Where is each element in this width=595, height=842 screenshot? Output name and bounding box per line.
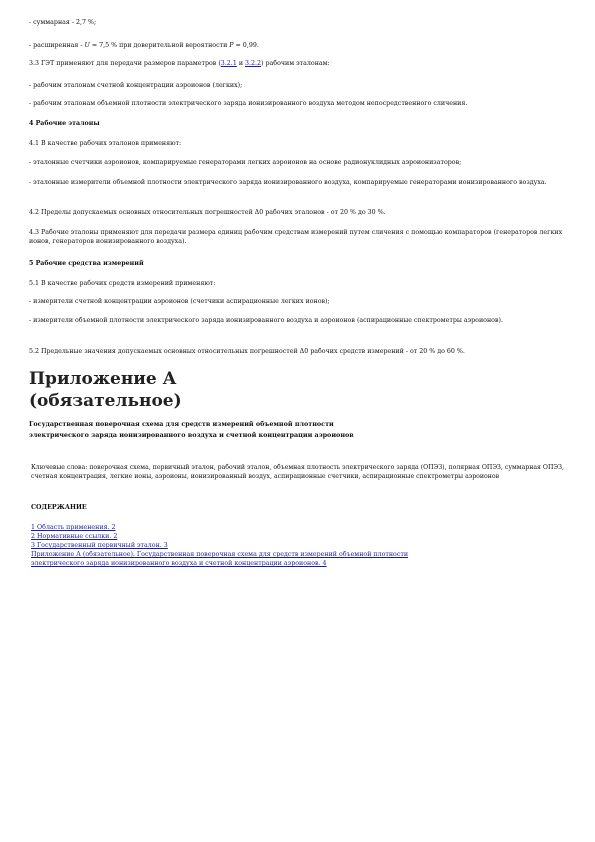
link-3-2-1[interactable]: 3.2.1	[220, 60, 237, 67]
appendix-title: Приложение А	[29, 369, 177, 389]
toc-item[interactable]: 3 Государственный первичный эталон. 3	[31, 542, 168, 549]
section-heading: 4 Рабочие эталоны	[29, 120, 100, 127]
appendix-subtitle: (обязательное)	[29, 391, 182, 411]
text-fragment: = 7,5 % при доверительной вероятности	[89, 42, 230, 49]
text-fragment: = 0,99.	[233, 42, 259, 49]
contents-heading: СОДЕРЖАНИЕ	[31, 504, 87, 511]
text-paragraph: - измерители объемной плотности электрического заряда ионизированного воздуха и аэроионов (аспирационные спектрометры аэроионов).	[29, 317, 503, 324]
text-paragraph: 4.3 Рабочие эталоны применяют для передачи размера единиц рабочим средствам измерений путем сличения с помощью компараторов (генераторов легких ионов, генераторов ионизированного воздуха).	[29, 229, 563, 245]
appendix-caption-line2: электрического заряда ионизированного воздуха и счетной концентрации аэроионов	[29, 431, 354, 439]
text-line: - эталонные счетчики аэроионов, компарируемые генераторами легких аэроионов на основе радионуклидных аэроионизаторов;	[29, 159, 462, 166]
text-fragment: и	[236, 60, 246, 67]
text-line: 4.2 Пределы допускаемых основных относительных погрешностей Δ0 рабочих эталонов - от 20 % до 30 %.	[29, 209, 386, 216]
toc-item[interactable]: Приложение А (обязательное). Государственная поверочная схема для средств измерений объемной плотности	[31, 551, 409, 558]
toc-item[interactable]: электрического заряда ионизированного воздуха и счетной концентрации аэроионов. 4	[31, 560, 327, 567]
text-fragment: 3.3 ГЭТ применяют для передачи размеров параметров (	[29, 60, 221, 67]
text-line	[29, 59, 569, 68]
text-fragment: - расширенная -	[29, 42, 85, 49]
text-line: - измерители счетной концентрации аэроионов (счетчики аспирационные легких ионов);	[29, 298, 330, 305]
toc-item[interactable]: 1 Область применения. 2	[31, 524, 116, 531]
text-fragment: ) рабочим эталонам:	[261, 60, 330, 67]
section-heading: 5 Рабочие средства измерений	[29, 260, 144, 267]
text-line: - рабочим эталонам объемной плотности электрического заряда ионизированного воздуха методом непосредственного сличения.	[29, 100, 468, 107]
text-line: - суммарная - 2,7 %;	[29, 19, 97, 26]
text-line: 4.1 В качестве рабочих эталонов применяют:	[29, 140, 182, 147]
text-line: 5.1 В качестве рабочих средств измерений применяют:	[29, 280, 216, 287]
contents-list	[31, 523, 551, 568]
keywords: Ключевые слова: поверочная схема, первичный эталон, рабочий эталон, объемная плотность электрического заряда (ОПЭЗ), полярная ОПЭЗ, суммарная ОПЭЗ, счетная концентрация, легкие ионы, аэроионы, ионизированный воздух, аспирационные счетчики, аспирационные спектрометры аэроионов	[31, 464, 564, 480]
variable-p: P	[229, 42, 234, 49]
text-line	[29, 41, 569, 50]
link-3-2-2[interactable]: 3.2.2	[245, 60, 262, 67]
variable-u: U	[84, 42, 90, 49]
text-paragraph: - эталонные измерители объемной плотности электрического заряда ионизированного воздуха, компарируемые генераторами ионизированного воздуха.	[29, 179, 547, 186]
text-line: - рабочим эталонам счетной концентрации аэроионов (легких);	[29, 82, 243, 89]
toc-item[interactable]: 2 Нормативные ссылки. 2	[31, 533, 118, 540]
appendix-caption-line1: Государственная поверочная схема для средств измерений объемной плотности	[29, 420, 334, 428]
text-line: 5.2 Предельные значения допускаемых основных относительных погрешностей Δ0 рабочих средств измерений - от 20 % до 60 %.	[29, 348, 465, 355]
